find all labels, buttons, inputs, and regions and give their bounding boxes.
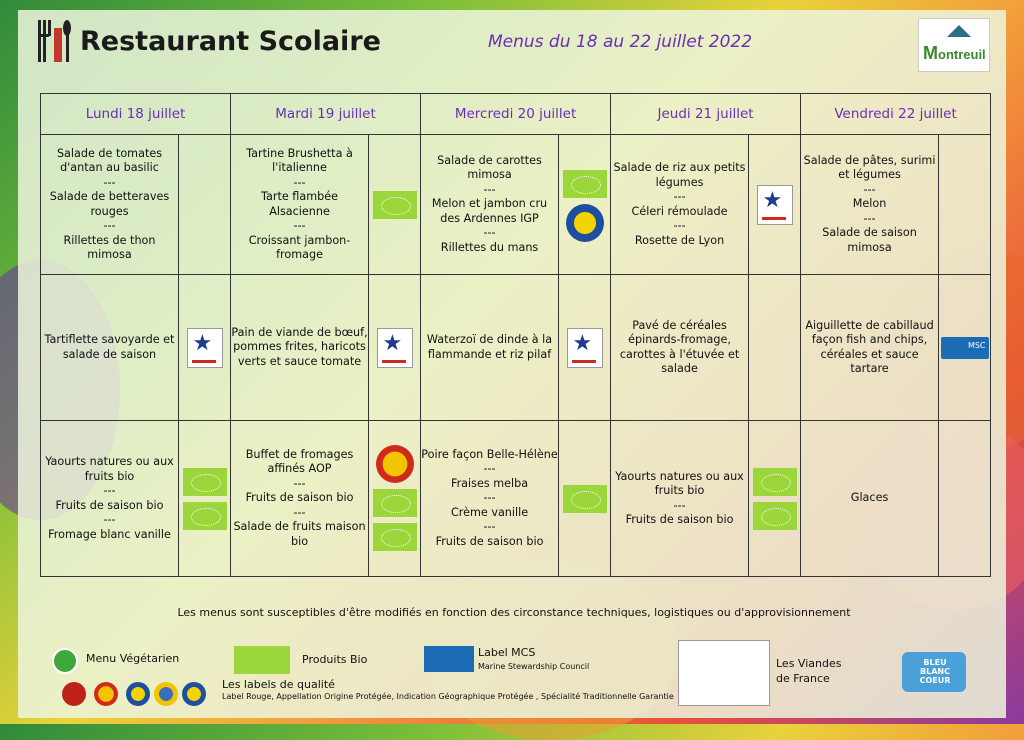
label-rouge-icon <box>62 682 86 706</box>
porc-francais-icon <box>757 185 793 225</box>
dish-item: Salade de fruits maison bio <box>233 520 366 548</box>
aop-icon <box>376 445 414 483</box>
viandes-legend: Les Viandes de France <box>776 657 842 685</box>
dish-item: Fruits de saison bio <box>435 534 544 548</box>
dish-item: Melon et jambon cru des Ardennes IGP <box>431 197 548 225</box>
label-cell <box>749 275 801 421</box>
menu-cell <box>421 135 559 275</box>
bio-icon <box>373 191 417 219</box>
label-cell <box>369 275 421 421</box>
porc-francais-icon <box>187 328 223 368</box>
label-cell <box>179 421 231 577</box>
day-header: Mardi 19 juillet <box>231 94 421 135</box>
msc-legend-sub: Marine Stewardship Council <box>478 662 590 671</box>
dish-separator: --- <box>103 484 116 497</box>
menu-row <box>41 275 991 421</box>
dish-item: Rillettes de thon mimosa <box>63 233 156 261</box>
dish-separator: --- <box>483 182 496 196</box>
dish-separator: --- <box>103 219 116 232</box>
bio-label-icon <box>234 646 290 674</box>
label-cell <box>749 135 801 275</box>
dish-separator: --- <box>293 505 306 519</box>
quality-legend-sub: Label Rouge, Appellation Origine Protégée, Indication Géographique Protégée , Spécialité Traditionnelle Garantie <box>222 692 674 701</box>
dish-item: Fraises melba <box>450 476 529 490</box>
aop-blue-icon <box>154 682 178 706</box>
day-header: Mercredi 20 juillet <box>421 94 611 135</box>
bio-icon <box>753 502 797 530</box>
dish-item: Buffet de fromages affinés AOP <box>245 447 354 476</box>
menu-cell <box>421 421 559 577</box>
dish-separator: --- <box>673 190 686 203</box>
dish-item: Fromage blanc vanille <box>48 527 171 541</box>
dish-item: Crème vanille <box>450 505 529 519</box>
igp-icon <box>566 204 604 242</box>
dish-item: Rosette de Lyon <box>634 233 725 247</box>
menu-cell <box>611 275 749 421</box>
menu-cell <box>41 275 179 421</box>
quality-legend: Les labels de qualité <box>222 678 335 691</box>
msc-icon <box>941 337 989 359</box>
label-cell <box>559 275 611 421</box>
day-header-row <box>41 94 991 135</box>
bleu-blanc-coeur-text: BLEU BLANC COEUR <box>919 658 951 685</box>
dish-item: Poire façon Belle-Hélène <box>421 447 558 461</box>
bio-icon <box>183 468 227 496</box>
menu-cell <box>231 135 369 275</box>
dish-separator: --- <box>863 182 876 196</box>
vegetarian-legend: Menu Végétarien <box>86 652 180 665</box>
header <box>30 14 990 74</box>
dish-item: Fruits de saison bio <box>55 498 164 512</box>
viandes-de-france-icon <box>678 640 770 706</box>
dish-separator: --- <box>673 219 686 232</box>
dish-separator: --- <box>483 491 496 505</box>
label-cell <box>559 135 611 275</box>
menu-cell <box>801 135 939 275</box>
disclaimer-note: Les menus sont susceptibles d'être modifiés en fonction des circonstance techniques, logistiques ou d'approvisionnement <box>177 606 851 619</box>
dish-item: Salade de tomates d'antan au basilic <box>56 146 163 174</box>
dish-separator: --- <box>293 175 306 189</box>
bio-icon <box>373 489 417 517</box>
viande-bovine-francaise-icon <box>377 328 413 368</box>
dish-item: Tartine Brushetta à l'italienne <box>246 146 353 174</box>
bio-icon <box>373 523 417 551</box>
dish-item: Pain de viande de bœuf, pommes frites, haricots verts et sauce tomate <box>231 325 368 368</box>
dish-separator: --- <box>103 513 116 526</box>
dish-item: Melon <box>852 197 887 211</box>
bio-icon <box>753 468 797 496</box>
bio-legend: Produits Bio <box>302 653 368 666</box>
label-cell <box>179 135 231 275</box>
dish-item: Glaces <box>850 491 889 505</box>
label-cell <box>939 135 991 275</box>
dish-separator: --- <box>673 498 686 512</box>
bio-icon <box>563 485 607 513</box>
day-header: Jeudi 21 juillet <box>611 94 801 135</box>
menu-table <box>40 93 991 577</box>
bio-icon <box>563 170 607 198</box>
menu-row <box>41 135 991 275</box>
dish-item: Fruits de saison bio <box>625 513 734 526</box>
menu-cell <box>231 275 369 421</box>
dish-separator: --- <box>103 175 116 189</box>
volaille-francaise-icon <box>567 328 603 368</box>
menu-cell <box>801 275 939 421</box>
dish-separator: --- <box>483 462 496 476</box>
dish-separator: --- <box>293 476 306 490</box>
dish-item: Yaourts natures ou aux fruits bio <box>615 469 744 497</box>
label-cell <box>179 275 231 421</box>
vegetarian-icon <box>52 648 78 674</box>
aop-icon <box>94 682 118 706</box>
day-header: Lundi 18 juillet <box>41 94 231 135</box>
label-cell <box>559 421 611 577</box>
page-title: Restaurant Scolaire <box>80 26 381 57</box>
dish-item: Salade de saison mimosa <box>822 226 917 254</box>
day-header: Vendredi 22 juillet <box>801 94 991 135</box>
label-cell <box>939 421 991 577</box>
roof-icon <box>947 25 971 37</box>
menu-dates: Menus du 18 au 22 juillet 2022 <box>488 32 753 52</box>
dish-item: Tarte flambée Alsacienne <box>261 190 338 218</box>
menu-cell <box>611 421 749 577</box>
logo-text: Montreuil <box>923 43 986 63</box>
menu-cell <box>801 421 939 577</box>
menu-cell <box>421 275 559 421</box>
dish-separator: --- <box>483 226 496 240</box>
menu-cell <box>231 421 369 577</box>
menu-cell <box>611 135 749 275</box>
menu-row <box>41 421 991 577</box>
dish-item: Fruits de saison bio <box>245 491 354 505</box>
menu-cell <box>41 421 179 577</box>
dish-item: Salade de pâtes, surimi et légumes <box>803 153 936 182</box>
label-cell <box>749 421 801 577</box>
dish-item: Pavé de céréales épinards-fromage, carottes à l'étuvée et salade <box>619 318 740 375</box>
dish-item: Céleri rémoulade <box>631 204 728 218</box>
label-cell <box>939 275 991 421</box>
bio-icon <box>183 502 227 530</box>
stg-icon <box>182 682 206 706</box>
msc-label-icon <box>424 646 474 672</box>
dish-separator: --- <box>483 520 496 534</box>
dish-item: Croissant jambon-fromage <box>248 233 351 261</box>
igp-icon <box>126 682 150 706</box>
dish-separator: --- <box>863 211 876 225</box>
dish-item: Salade de riz aux petits légumes <box>613 161 746 189</box>
dish-item: Tartiflette savoyarde et salade de saison <box>44 333 175 361</box>
dish-item: Aiguillette de cabillaud façon fish and chips, céréales et sauce tartare <box>805 318 934 375</box>
dish-item: Salade de betteraves rouges <box>49 190 170 218</box>
dish-item: Yaourts natures ou aux fruits bio <box>45 455 174 483</box>
menu-cell <box>41 135 179 275</box>
dish-item: Rillettes du mans <box>440 240 539 254</box>
dish-item: Waterzoï de dinde à la flammande et riz pilaf <box>426 333 553 361</box>
label-cell <box>369 421 421 577</box>
montreuil-logo <box>918 18 990 72</box>
cutlery-icon <box>36 18 72 64</box>
msc-legend: Label MCS <box>478 646 536 659</box>
dish-item: Salade de carottes mimosa <box>437 153 542 182</box>
dish-separator: --- <box>293 219 306 232</box>
label-cell <box>369 135 421 275</box>
